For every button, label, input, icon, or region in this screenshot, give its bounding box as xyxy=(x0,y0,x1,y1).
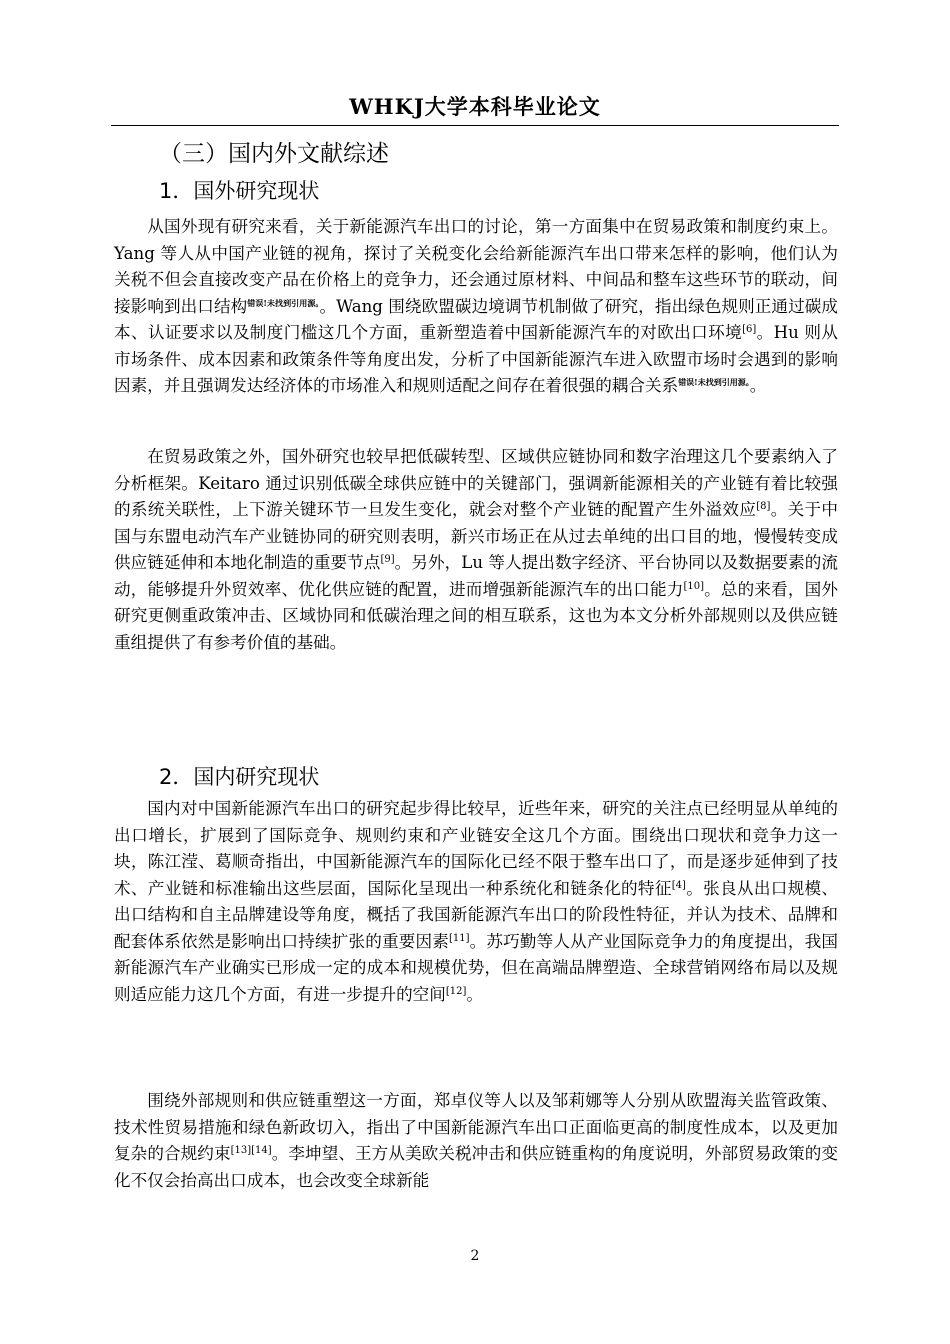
text: 。 xyxy=(466,984,483,1004)
citation: [9] xyxy=(380,554,395,565)
paragraph-domestic-1 xyxy=(114,796,838,1008)
section-heading: （三）国内外文献综述 xyxy=(159,141,389,167)
text: 。李坤望、王方从美欧关税冲击和供应链重构的角度说明，外部贸易政策的变化不仅会抬高出口成本，也会改变全球新能 xyxy=(114,1144,839,1190)
citation-error: 错误!未找到引用源。 xyxy=(678,377,750,387)
subsection-heading-foreign: 1．国外研究现状 xyxy=(159,179,320,203)
text: 。苏巧勤等人从产业国际竞争力的角度提出，我国新能源汽车产业确实已形成一定的成本和规模优势，但在高端品牌塑造、全球营销网络布局以及规则适应能力这几个方面，有进一步提升的空间 xyxy=(114,931,838,1004)
citation: [6] xyxy=(742,324,757,335)
page-number: 2 xyxy=(470,1248,480,1264)
text: 。Hu 则从市场条件、成本因素和政策条件等角度出发，分析了中国新能源汽车进入欧盟市场时会遇到的影响因素，并且强调发达经济体的市场准入和规则适配之间存在着很强的耦合关系 xyxy=(114,323,839,395)
citation: [12] xyxy=(445,985,467,997)
citation: [13][14] xyxy=(230,1145,272,1156)
text: 。张良从出口规模、出口结构和自主品牌建设等角度，概括了我国新能源汽车出口的阶段性特征，并认为技术、品牌和配套体系依然是影响出口持续扩张的重要因素 xyxy=(114,878,839,951)
page-header-title: WHKJ大学本科毕业论文 xyxy=(349,94,601,119)
text: 国内对中国新能源汽车出口的研究起步得比较早，近些年来，研究的关注点已经明显从单纯的出口增长，扩展到了国际竞争、规则约束和产业链安全这几个方面。围绕出口现状和竞争力这一块，陈江滢、葛顺奇指出，中国新能源汽车的国际化已经不限于整车出口了，而是逐步延伸到了技术、产业链和标准输出这些层面，国际化呈现出一种系统化和链条化的特征 xyxy=(114,799,838,898)
subsection-heading-domestic: 2．国内研究现状 xyxy=(159,765,320,789)
citation: [10] xyxy=(683,580,705,592)
citation: [8] xyxy=(756,501,771,512)
paragraph-foreign-1 xyxy=(114,214,838,400)
text: 。 xyxy=(749,376,767,395)
citation-error: 错误!未找到引用源。 xyxy=(247,297,320,308)
text: 从国外现有研究来看，关于新能源汽车出口的讨论，第一方面集中在贸易政策和制度约束上。Yang 等人从中国产业链的视角，探讨了关税变化会给新能源汽车出口带来怎样的影响，他们认为关税不但会直接改变产品在价格上的竞争力，还会通过原材料、中间品和整车这些环节的联动，间接影响到出口结构 xyxy=(114,217,838,316)
text: 围绕外部规则和供应链重塑这一方面，郑卓仪等人以及邹莉娜等人分别从欧盟海关监管政策、技术性贸易措施和绿色新政切入，指出了中国新能源汽车出口正面临更高的制度性成本，以及更加复杂的合规约束 xyxy=(114,1091,838,1163)
citation: [11] xyxy=(448,932,470,944)
header-rule xyxy=(111,125,839,126)
text: 在贸易政策之外，国外研究也较早把低碳转型、区域供应链协同和数字治理这几个要素纳入了分析框架。Keitaro 通过识别低碳全球供应链中的关键部门，强调新能源相关的产业链有着比较强的系统关联性，上下游关键环节一旦发生变化，就会对整个产业链的配置产生外溢效应 xyxy=(114,447,838,519)
text: 。总的来看，国外研究更侧重政策冲击、区域协同和低碳治理之间的相互联系，这也为本文分析外部规则以及供应链重组提供了有参考价值的基础。 xyxy=(114,579,839,652)
text: 。另外，Lu 等人提出数字经济、平台协同以及数据要素的流动，能够提升外贸效率、优化供应链的配置，进而增强新能源汽车的出口能力 xyxy=(114,553,838,599)
text: 。关于中国与东盟电动汽车产业链协同的研究则表明，新兴市场正在从过去单纯的出口目的地，慢慢转变成供应链延伸和本地化制造的重要节点 xyxy=(114,500,839,572)
citation: [4] xyxy=(671,879,686,891)
paragraph-foreign-2 xyxy=(114,444,838,656)
text: 。Wang 围绕欧盟碳边境调节机制做了研究，指出绿色规则正通过碳成本、认证要求以及制度门槛这几个方面，重新塑造着中国新能源汽车的对欧出口环境 xyxy=(114,296,839,342)
paragraph-domestic-2 xyxy=(114,1088,838,1194)
